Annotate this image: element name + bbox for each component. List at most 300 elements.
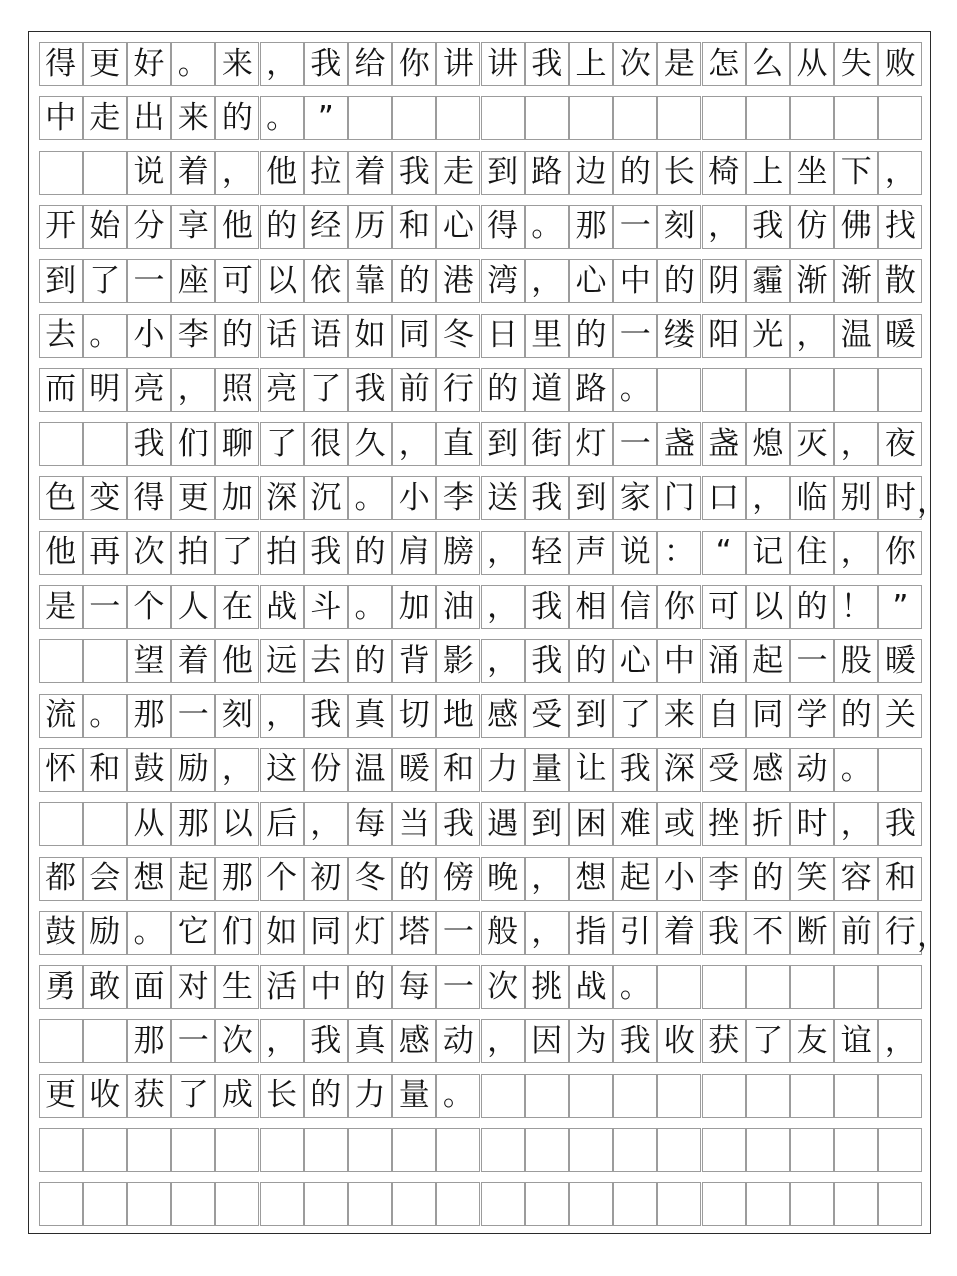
grid-cell	[702, 1128, 746, 1172]
grid-cell: 阳	[702, 314, 746, 358]
grid-cell: 分	[127, 205, 171, 249]
grid-cell	[569, 96, 613, 140]
grid-cell: 对	[171, 965, 215, 1009]
grid-cell: 了	[215, 531, 259, 575]
grid-cell: 般	[481, 911, 525, 955]
grid-cell: 色	[39, 476, 83, 520]
grid-cell: ，	[834, 802, 878, 846]
grid-cell: 的	[569, 314, 613, 358]
grid-cell: 以	[215, 802, 259, 846]
grid-cell: 亮	[260, 368, 304, 412]
grid-row	[39, 531, 923, 575]
grid-cell	[746, 1074, 790, 1118]
grid-cell: 声	[569, 531, 613, 575]
grid-cell: 会	[83, 857, 127, 901]
grid-cell: 远	[260, 639, 304, 683]
margin-punctuation: ，	[917, 483, 948, 520]
grid-cell: 不	[746, 911, 790, 955]
grid-cell: ，	[702, 205, 746, 249]
grid-cell: 去	[39, 314, 83, 358]
grid-row	[39, 748, 923, 792]
grid-cell: 说	[613, 531, 657, 575]
grid-cell: 口	[702, 476, 746, 520]
grid-cell	[171, 1182, 215, 1226]
grid-cell	[746, 1182, 790, 1226]
grid-cell: 依	[304, 259, 348, 303]
grid-cell: 聊	[215, 422, 259, 466]
grid-cell	[790, 96, 834, 140]
grid-cell: 阴	[702, 259, 746, 303]
grid-cell: 的	[348, 965, 392, 1009]
grid-cell: 临	[790, 476, 834, 520]
grid-row	[39, 802, 923, 846]
grid-cell: 受	[702, 748, 746, 792]
grid-cell: 刻	[215, 694, 259, 738]
grid-cell: ”	[878, 585, 922, 629]
grid-cell: 椅	[702, 151, 746, 195]
grid-cell: 难	[613, 802, 657, 846]
grid-cell: 以	[746, 585, 790, 629]
grid-cell: 灯	[569, 422, 613, 466]
grid-cell	[83, 1019, 127, 1063]
grid-cell	[613, 1074, 657, 1118]
grid-cell: 我	[702, 911, 746, 955]
grid-cell: 历	[348, 205, 392, 249]
grid-cell: 很	[304, 422, 348, 466]
grid-cell: 。	[83, 314, 127, 358]
grid-cell	[613, 1128, 657, 1172]
grid-cell: 深	[657, 748, 701, 792]
grid-cell: 缕	[657, 314, 701, 358]
grid-cell: 你	[878, 531, 922, 575]
grid-cell: 他	[260, 151, 304, 195]
grid-cell	[878, 965, 922, 1009]
grid-cell: 刻	[657, 205, 701, 249]
grid-cell: 那	[215, 857, 259, 901]
grid-cell: 沉	[304, 476, 348, 520]
grid-cell	[392, 1182, 436, 1226]
grid-cell: 在	[215, 585, 259, 629]
grid-cell: 了	[260, 422, 304, 466]
grid-cell: 那	[569, 205, 613, 249]
grid-cell	[348, 1182, 392, 1226]
grid-row	[39, 857, 923, 901]
grid-cell	[260, 1182, 304, 1226]
grid-cell: 找	[878, 205, 922, 249]
grid-cell: 怀	[39, 748, 83, 792]
grid-cell: 为	[569, 1019, 613, 1063]
grid-cell: 中	[613, 259, 657, 303]
grid-cell: ，	[878, 1019, 922, 1063]
grid-cell	[790, 965, 834, 1009]
grid-cell: 来	[657, 694, 701, 738]
grid-cell: 来	[171, 96, 215, 140]
grid-cell: 次	[127, 531, 171, 575]
grid-cell: 长	[657, 151, 701, 195]
grid-cell: 相	[569, 585, 613, 629]
grid-cell: 我	[613, 748, 657, 792]
grid-cell: 每	[392, 965, 436, 1009]
grid-cell: 的	[657, 259, 701, 303]
grid-row	[39, 1128, 923, 1172]
grid-cell: ，	[481, 639, 525, 683]
grid-cell: 如	[260, 911, 304, 955]
grid-cell: 的	[613, 151, 657, 195]
grid-cell: 挫	[702, 802, 746, 846]
grid-cell: 量	[392, 1074, 436, 1118]
grid-cell	[392, 1128, 436, 1172]
grid-cell: 友	[790, 1019, 834, 1063]
grid-cell: 光	[746, 314, 790, 358]
grid-cell: 一	[436, 965, 480, 1009]
grid-cell	[878, 1128, 922, 1172]
grid-cell	[834, 1182, 878, 1226]
grid-cell: 心	[613, 639, 657, 683]
grid-cell: 渐	[834, 259, 878, 303]
grid-cell: 靠	[348, 259, 392, 303]
grid-cell: 是	[39, 585, 83, 629]
grid-cell: 话	[260, 314, 304, 358]
grid-cell: 一	[790, 639, 834, 683]
grid-cell: ，	[790, 314, 834, 358]
grid-cell: 的	[215, 96, 259, 140]
grid-cell	[834, 1128, 878, 1172]
grid-cell: 。	[348, 585, 392, 629]
grid-cell: 前	[834, 911, 878, 955]
grid-cell: 。	[348, 476, 392, 520]
grid-cell	[878, 368, 922, 412]
grid-row	[39, 368, 923, 412]
grid-cell: 到	[569, 694, 613, 738]
grid-cell: ”	[304, 96, 348, 140]
grid-cell: 真	[348, 1019, 392, 1063]
grid-cell: 受	[525, 694, 569, 738]
grid-cell: 那	[127, 1019, 171, 1063]
grid-cell: 了	[613, 694, 657, 738]
grid-cell: 一	[171, 1019, 215, 1063]
grid-cell: 更	[39, 1074, 83, 1118]
grid-cell: 亮	[127, 368, 171, 412]
grid-cell: 份	[304, 748, 348, 792]
grid-cell: 信	[613, 585, 657, 629]
grid-row	[39, 205, 923, 249]
grid-cell: 港	[436, 259, 480, 303]
grid-cell: 一	[436, 911, 480, 955]
grid-cell: 影	[436, 639, 480, 683]
grid-cell	[834, 1074, 878, 1118]
grid-cell	[657, 1128, 701, 1172]
grid-cell: 如	[348, 314, 392, 358]
grid-cell	[83, 422, 127, 466]
grid-cell: 坐	[790, 151, 834, 195]
grid-cell: 心	[436, 205, 480, 249]
grid-cell: 一	[613, 205, 657, 249]
grid-cell: 日	[481, 314, 525, 358]
grid-cell: 失	[834, 42, 878, 86]
grid-cell: 敢	[83, 965, 127, 1009]
grid-cell: 冬	[348, 857, 392, 901]
grid-cell: 佛	[834, 205, 878, 249]
grid-cell: 温	[348, 748, 392, 792]
grid-cell	[481, 1128, 525, 1172]
grid-row	[39, 1074, 923, 1118]
grid-cell: 中	[304, 965, 348, 1009]
grid-cell	[525, 1074, 569, 1118]
grid-cell: 边	[569, 151, 613, 195]
grid-cell: 冬	[436, 314, 480, 358]
grid-cell: 我	[304, 1019, 348, 1063]
grid-cell: 到	[481, 422, 525, 466]
grid-cell	[436, 1182, 480, 1226]
grid-cell: 讲	[436, 42, 480, 86]
grid-cell: 和	[436, 748, 480, 792]
grid-cell: 中	[657, 639, 701, 683]
grid-cell: 鼓	[39, 911, 83, 955]
grid-cell: 里	[525, 314, 569, 358]
grid-cell: 次	[613, 42, 657, 86]
grid-cell: 一	[171, 694, 215, 738]
grid-cell: 他	[39, 531, 83, 575]
grid-cell: 门	[657, 476, 701, 520]
grid-cell: 膀	[436, 531, 480, 575]
grid-cell	[746, 965, 790, 1009]
grid-cell: 时	[790, 802, 834, 846]
grid-cell: 。	[834, 748, 878, 792]
grid-cell	[348, 96, 392, 140]
grid-cell: 着	[348, 151, 392, 195]
grid-cell: ，	[481, 531, 525, 575]
grid-cell: 以	[260, 259, 304, 303]
grid-cell: 时	[878, 476, 922, 520]
grid-cell: 到	[569, 476, 613, 520]
grid-cell	[39, 1019, 83, 1063]
grid-cell: 或	[657, 802, 701, 846]
grid-cell: 真	[348, 694, 392, 738]
grid-cell: 灯	[348, 911, 392, 955]
grid-cell: 讲	[481, 42, 525, 86]
grid-cell: ，	[260, 42, 304, 86]
grid-cell: 他	[215, 639, 259, 683]
grid-cell: 成	[215, 1074, 259, 1118]
grid-cell	[215, 1182, 259, 1226]
grid-cell: 前	[392, 368, 436, 412]
grid-cell: 而	[39, 368, 83, 412]
grid-cell: 久	[348, 422, 392, 466]
grid-cell: 这	[260, 748, 304, 792]
grid-cell: 怎	[702, 42, 746, 86]
grid-cell: ，	[525, 259, 569, 303]
grid-row	[39, 1019, 923, 1063]
grid-cell: 一	[127, 259, 171, 303]
grid-cell: 行	[878, 911, 922, 955]
grid-cell: 你	[657, 585, 701, 629]
grid-cell	[39, 1182, 83, 1226]
grid-cell: 都	[39, 857, 83, 901]
grid-cell: 长	[260, 1074, 304, 1118]
grid-cell: 语	[304, 314, 348, 358]
grid-cell: 。	[613, 965, 657, 1009]
grid-row	[39, 965, 923, 1009]
grid-cell	[481, 1182, 525, 1226]
grid-cell: 勇	[39, 965, 83, 1009]
grid-cell	[746, 368, 790, 412]
grid-cell: 断	[790, 911, 834, 955]
grid-cell: 我	[878, 802, 922, 846]
grid-cell: 生	[215, 965, 259, 1009]
grid-cell	[790, 1128, 834, 1172]
grid-cell	[746, 1128, 790, 1172]
grid-cell: 晚	[481, 857, 525, 901]
grid-cell	[834, 965, 878, 1009]
grid-cell: 明	[83, 368, 127, 412]
grid-cell: ，	[481, 1019, 525, 1063]
grid-cell	[702, 1074, 746, 1118]
grid-cell: 拍	[171, 531, 215, 575]
grid-cell: 得	[127, 476, 171, 520]
grid-cell: 给	[348, 42, 392, 86]
grid-cell	[790, 1074, 834, 1118]
grid-cell: 拍	[260, 531, 304, 575]
grid-cell	[569, 1074, 613, 1118]
grid-cell	[878, 96, 922, 140]
grid-cell: 励	[83, 911, 127, 955]
margin-punctuation: ，	[917, 918, 948, 955]
grid-cell: 再	[83, 531, 127, 575]
grid-cell: 获	[127, 1074, 171, 1118]
grid-cell: 座	[171, 259, 215, 303]
grid-cell: 我	[525, 639, 569, 683]
grid-cell	[613, 96, 657, 140]
grid-cell	[525, 1128, 569, 1172]
grid-cell: 涌	[702, 639, 746, 683]
grid-cell: 到	[525, 802, 569, 846]
grid-cell: 我	[392, 151, 436, 195]
grid-cell: 了	[171, 1074, 215, 1118]
grid-row	[39, 151, 923, 195]
grid-cell	[702, 96, 746, 140]
grid-cell	[39, 151, 83, 195]
grid-cell: 说	[127, 151, 171, 195]
grid-cell: ，	[215, 748, 259, 792]
grid-cell: 的	[392, 259, 436, 303]
grid-cell: 暖	[878, 639, 922, 683]
grid-cell: 它	[171, 911, 215, 955]
grid-row	[39, 694, 923, 738]
grid-cell	[702, 368, 746, 412]
grid-cell: 傍	[436, 857, 480, 901]
grid-cell	[569, 1182, 613, 1226]
grid-cell: 那	[171, 802, 215, 846]
grid-cell: 路	[525, 151, 569, 195]
grid-cell: 斗	[304, 585, 348, 629]
grid-cell: 的	[569, 639, 613, 683]
grid-row	[39, 476, 948, 520]
grid-cell: 一	[613, 422, 657, 466]
grid-cell: 励	[171, 748, 215, 792]
grid-cell: 的	[348, 639, 392, 683]
grid-cell: 面	[127, 965, 171, 1009]
grid-cell: 灭	[790, 422, 834, 466]
grid-row	[39, 422, 923, 466]
grid-cell: 盏	[702, 422, 746, 466]
grid-cell: 得	[481, 205, 525, 249]
grid-cell	[39, 422, 83, 466]
grid-cell	[790, 1182, 834, 1226]
grid-cell	[702, 1182, 746, 1226]
grid-cell: 下	[834, 151, 878, 195]
grid-cell: 败	[878, 42, 922, 86]
grid-cell: 一	[83, 585, 127, 629]
grid-cell: 那	[127, 694, 171, 738]
grid-cell: 挑	[525, 965, 569, 1009]
grid-cell: 小	[392, 476, 436, 520]
grid-cell: 指	[569, 911, 613, 955]
grid-cell	[481, 1074, 525, 1118]
grid-cell: 别	[834, 476, 878, 520]
grid-cell: 初	[304, 857, 348, 901]
grid-cell: 引	[613, 911, 657, 955]
grid-cell: ：	[657, 531, 701, 575]
grid-cell	[127, 1128, 171, 1172]
grid-cell: 力	[348, 1074, 392, 1118]
grid-cell: 拉	[304, 151, 348, 195]
grid-cell: 我	[127, 422, 171, 466]
grid-cell: 照	[215, 368, 259, 412]
grid-cell	[790, 368, 834, 412]
grid-cell: ，	[525, 857, 569, 901]
grid-cell: ，	[392, 422, 436, 466]
grid-cell: 去	[304, 639, 348, 683]
grid-cell	[83, 1128, 127, 1172]
grid-cell: 和	[878, 857, 922, 901]
grid-row	[39, 96, 923, 140]
grid-cell: 着	[171, 639, 215, 683]
grid-row	[39, 585, 923, 629]
grid-cell: 仿	[790, 205, 834, 249]
grid-cell: 到	[481, 151, 525, 195]
grid-cell: 折	[746, 802, 790, 846]
grid-cell: 我	[613, 1019, 657, 1063]
grid-cell	[83, 151, 127, 195]
grid-cell: 得	[39, 42, 83, 86]
grid-cell: 我	[746, 205, 790, 249]
grid-cell: 我	[525, 476, 569, 520]
grid-cell: 渐	[790, 259, 834, 303]
grid-cell: ，	[171, 368, 215, 412]
grid-cell: 的	[304, 1074, 348, 1118]
grid-cell: 同	[304, 911, 348, 955]
grid-cell	[127, 1182, 171, 1226]
grid-cell: 个	[260, 857, 304, 901]
grid-cell: “	[702, 531, 746, 575]
grid-cell	[215, 1128, 259, 1172]
grid-cell: 么	[746, 42, 790, 86]
grid-cell: 。	[436, 1074, 480, 1118]
grid-cell: ，	[834, 531, 878, 575]
grid-cell: 让	[569, 748, 613, 792]
grid-cell: 住	[790, 531, 834, 575]
grid-cell: 我	[304, 42, 348, 86]
grid-cell: 直	[436, 422, 480, 466]
grid-cell: ！	[834, 585, 878, 629]
grid-cell: 的	[392, 857, 436, 901]
grid-cell: 动	[436, 1019, 480, 1063]
grid-cell: 的	[481, 368, 525, 412]
grid-cell: 关	[878, 694, 922, 738]
grid-row	[39, 259, 923, 303]
grid-cell: 活	[260, 965, 304, 1009]
grid-cell: 加	[392, 585, 436, 629]
